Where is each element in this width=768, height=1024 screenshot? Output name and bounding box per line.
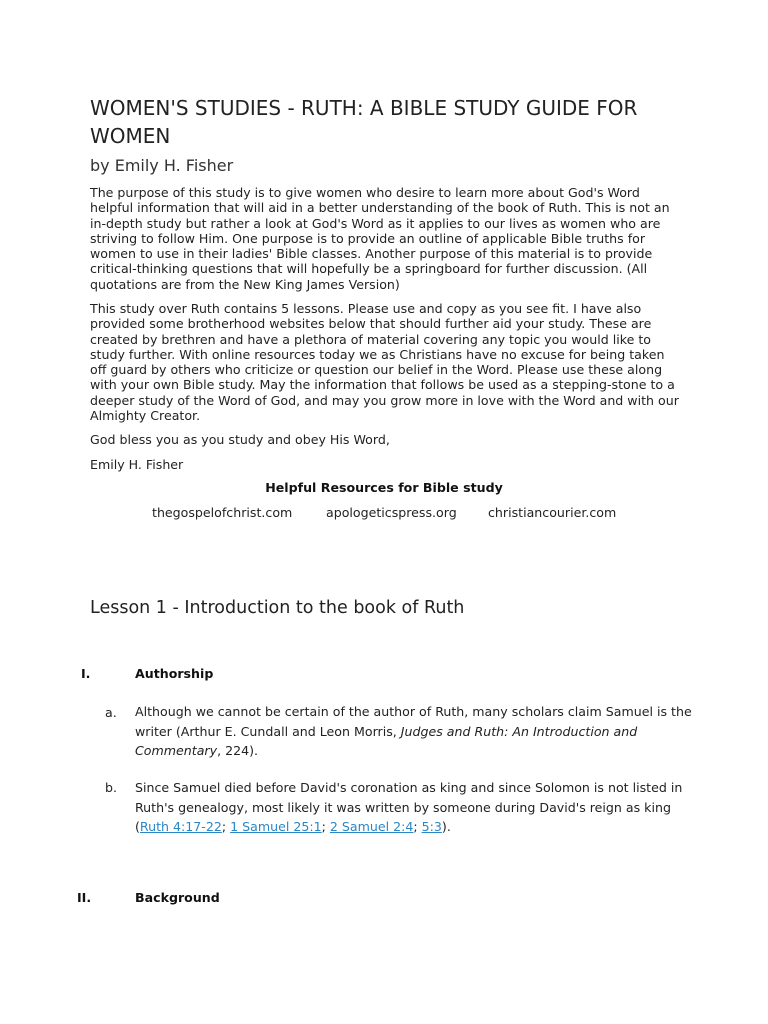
scripture-link-ruth-4-17-22[interactable]: Ruth 4:17-22	[139, 819, 222, 834]
document-title: WOMEN'S STUDIES - RUTH: A BIBLE STUDY GUIDE FOR WOMEN	[90, 96, 638, 148]
intro-paragraph-lessons: This study over Ruth contains 5 lessons. Please use and copy as you see fit. I have also provided some brotherhood websites below that should further aid your study. These are created by brethren and have a plethora of material covering any topic you would like to study further. With online resources today we as Christians have no excuse for being taken off guard by others who criticize or question our belief in the Word. Please use these along with your own Bible study. May the information that follows be used as a stepping-stone to a deeper study of the Word of God, and may you grow more in love with the Word and with our Almighty Creator.	[90, 301, 679, 424]
section-heading-authorship: Authorship	[135, 666, 214, 681]
authorship-item-b	[127, 778, 695, 837]
book-title-italic: Judges and Ruth: An Introduction and Commentary	[135, 723, 638, 758]
item-text: , 224).	[217, 743, 259, 758]
intro-signature: Emily H. Fisher	[90, 457, 184, 472]
ref-separator: ;	[321, 819, 330, 834]
intro-blessing: God bless you as you study and obey His Word,	[90, 432, 390, 447]
section-numeral: II.	[77, 890, 92, 905]
section-heading-background: Background	[135, 890, 220, 905]
item-text: Although we cannot be certain of the author of Ruth, many scholars claim Samuel is the writer (Arthur E. Cundall and Leon Morris,	[135, 704, 692, 739]
resources-heading: Helpful Resources for Bible study	[265, 480, 503, 495]
ref-separator: ;	[413, 819, 422, 834]
resource-site: christiancourier.com	[488, 505, 617, 520]
item-text: Since Samuel died before David's coronation as king and since Solomon is not listed in Ruth's genealogy, most likely it was written by someone during David's reign as king (	[135, 780, 683, 834]
ref-separator: ;	[221, 819, 231, 834]
intro-paragraph-purpose: The purpose of this study is to give women who desire to learn more about God's Word helpful information that will aid in a better understanding of the book of Ruth. This is not an in-depth study but rather a look at God's Word as it applies to our lives as women who are striving to follow Him. One purpose is to provide an outline of applicable Bible truths for women to use in their ladies' Bible classes. Another purpose of this material is to provide critical-thinking questions that will hopefully be a springboard for further discussion. (All quotations are from the New King James Version)	[90, 185, 670, 292]
resource-site: apologeticspress.org	[326, 505, 457, 520]
scripture-link-1-samuel-25-1[interactable]: 1 Samuel 25:1	[230, 819, 322, 834]
scripture-link-5-3[interactable]: 5:3	[421, 819, 442, 834]
lesson-title: Lesson 1 - Introduction to the book of Ruth	[90, 598, 465, 618]
item-letter: a.	[105, 705, 117, 720]
author-byline: by Emily H. Fisher	[90, 156, 234, 175]
authorship-item-a	[127, 702, 695, 761]
section-numeral: I.	[81, 666, 91, 681]
scripture-link-2-samuel-2-4[interactable]: 2 Samuel 2:4	[329, 819, 414, 834]
resource-site: thegospelofchrist.com	[152, 505, 293, 520]
item-letter: b.	[105, 780, 117, 795]
item-text: ).	[441, 819, 451, 834]
